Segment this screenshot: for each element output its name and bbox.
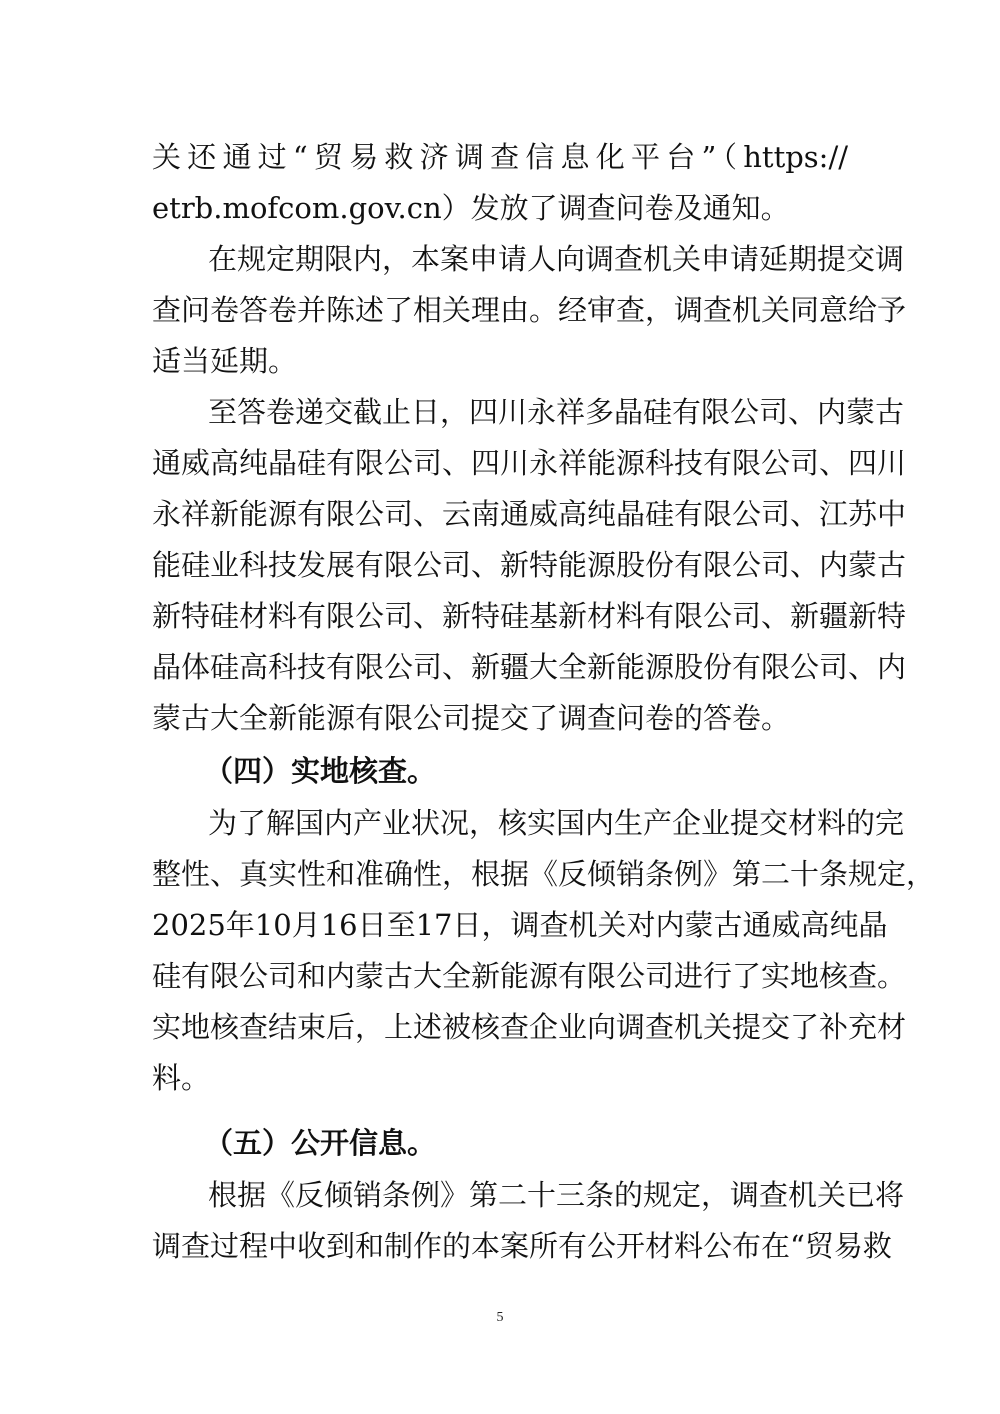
section-heading: （五）公开信息。 — [204, 1126, 437, 1160]
text-line: etrb.mofcom.gov.cn）发放了调查问卷及通知。 — [152, 191, 790, 225]
text-line: 适当延期。 — [152, 344, 298, 378]
text-line: 能硅业科技发展有限公司、新特能源股份有限公司、内蒙古 — [152, 548, 907, 582]
text-line: 通威高纯晶硅有限公司、四川永祥能源科技有限公司、四川 — [152, 446, 907, 480]
text-line: 永祥新能源有限公司、云南通威高纯晶硅有限公司、江苏中 — [152, 497, 907, 531]
text-line: 在规定期限内，本案申请人向调查机关申请延期提交调 — [208, 242, 905, 276]
text-line: 2025年10月16日至17日，调查机关对内蒙古通威高纯晶 — [152, 908, 888, 942]
text-line: 料。 — [152, 1061, 211, 1095]
text-line: 至答卷递交截止日，四川永祥多晶硅有限公司、内蒙古 — [208, 395, 905, 429]
text-line: 根据《反倾销条例》第二十三条的规定，调查机关已将 — [208, 1178, 905, 1212]
text-line: 关还通过“贸易救济调查信息化平台”（https:// — [152, 140, 848, 174]
text-line: 调查过程中收到和制作的本案所有公开材料公布在“贸易救 — [152, 1229, 892, 1263]
text-line: 晶体硅高科技有限公司、新疆大全新能源股份有限公司、内 — [152, 650, 907, 684]
text-line: 蒙古大全新能源有限公司提交了调查问卷的答卷。 — [152, 701, 791, 735]
text-line: 硅有限公司和内蒙古大全新能源有限公司进行了实地核查。 — [152, 959, 907, 993]
text-line: 整性、真实性和准确性，根据《反倾销条例》第二十条规定， — [152, 857, 936, 891]
text-line: 新特硅材料有限公司、新特硅基新材料有限公司、新疆新特 — [152, 599, 907, 633]
section-heading: （四）实地核查。 — [204, 754, 437, 788]
page-number: 5 — [496, 1310, 504, 1325]
text-line: 为了解国内产业状况，核实国内生产企业提交材料的完 — [208, 806, 905, 840]
text-line: 查问卷答卷并陈述了相关理由。经审查，调查机关同意给予 — [152, 293, 907, 327]
text-line: 实地核查结束后，上述被核查企业向调查机关提交了补充材 — [152, 1010, 907, 1044]
